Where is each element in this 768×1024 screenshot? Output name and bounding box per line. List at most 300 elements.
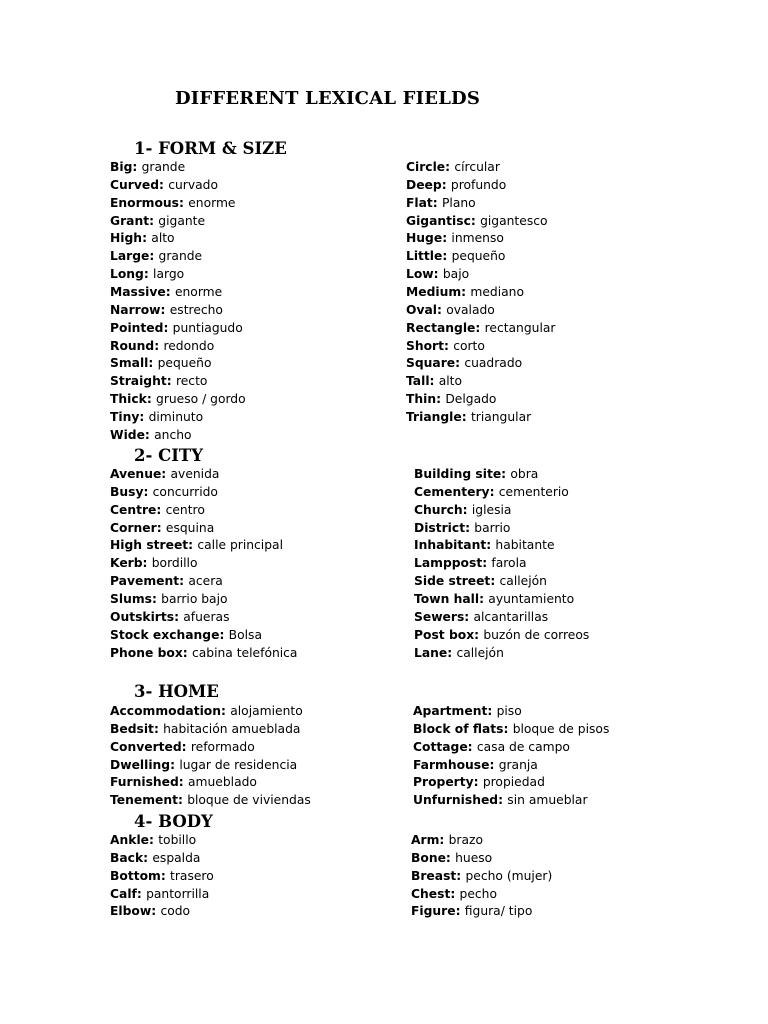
vocab-term: Cottage: [413, 739, 468, 754]
vocab-translation: alojamiento: [230, 704, 303, 718]
vocab-term: Narrow: [110, 302, 161, 317]
vocab-entry: [411, 850, 492, 868]
vocab-entry: [414, 573, 547, 591]
vocab-translation: Plano: [442, 195, 476, 210]
vocab-term: Deep: [406, 177, 442, 192]
vocab-entry: [110, 591, 228, 609]
term-separator: :: [143, 484, 153, 499]
vocab-entry: [110, 502, 205, 520]
vocab-term: Church: [414, 502, 463, 517]
section-heading: 3- HOME: [134, 682, 219, 701]
term-separator: :: [441, 177, 451, 192]
term-separator: :: [455, 904, 465, 919]
vocab-term: Corner: [110, 520, 157, 535]
vocab-term: Long: [110, 267, 144, 282]
vocab-entry: [110, 355, 211, 373]
vocab-term: Converted: [110, 739, 182, 754]
vocab-entry: [110, 903, 190, 921]
term-separator: :: [498, 793, 508, 808]
vocab-term: Arm: [411, 833, 440, 847]
vocab-entry: [414, 502, 511, 520]
term-separator: :: [182, 645, 192, 660]
vocab-translation: codo: [160, 904, 191, 919]
vocab-entry: [414, 466, 538, 484]
vocab-translation: curvado: [168, 177, 218, 192]
vocab-entry: [414, 555, 527, 573]
vocab-term: Post box: [414, 627, 475, 642]
vocab-term: Rectangle: [406, 320, 476, 335]
term-separator: :: [142, 556, 152, 571]
vocab-term: Curved: [110, 177, 160, 192]
vocab-term: Cementery: [414, 484, 490, 499]
vocab-term: Massive: [110, 284, 166, 299]
term-separator: :: [143, 850, 153, 865]
term-separator: :: [433, 267, 443, 282]
term-separator: :: [475, 320, 485, 335]
vocab-entry: [110, 177, 218, 195]
vocab-term: Pavement: [110, 574, 180, 589]
term-separator: :: [174, 609, 184, 624]
vocab-translation: piso: [496, 704, 522, 718]
vocab-term: Slums: [110, 591, 152, 606]
term-separator: :: [473, 775, 483, 790]
term-separator: :: [461, 284, 471, 299]
vocab-translation: hueso: [455, 850, 493, 865]
vocab-translation: callejón: [456, 645, 504, 660]
vocab-translation: enorme: [188, 195, 236, 210]
term-separator: :: [432, 195, 442, 210]
term-separator: :: [149, 249, 159, 264]
vocab-entry: [110, 850, 200, 868]
vocab-entry: [414, 609, 548, 627]
term-separator: :: [163, 320, 173, 335]
vocab-entry: [413, 703, 522, 721]
vocab-translation: callejón: [499, 574, 547, 589]
vocab-entry: [406, 177, 506, 195]
vocab-translation: pequeño: [157, 356, 212, 371]
vocab-entry: [110, 338, 214, 356]
vocab-translation: pantorrilla: [146, 886, 210, 901]
term-separator: :: [489, 757, 499, 772]
vocab-entry: [110, 427, 192, 445]
term-separator: :: [470, 213, 481, 228]
vocab-translation: recto: [175, 374, 208, 389]
term-separator: :: [166, 374, 176, 389]
vocab-term: Straight: [110, 374, 167, 389]
vocab-translation: espalda: [152, 850, 201, 865]
vocab-translation: amueblado: [188, 775, 257, 790]
vocab-term: Unfurnished: [413, 793, 499, 808]
term-separator: :: [467, 739, 477, 754]
vocab-entry: [110, 373, 207, 391]
vocab-term: Kerb: [110, 556, 143, 571]
vocab-translation: rectangular: [484, 320, 556, 335]
vocab-entry: [110, 868, 214, 886]
vocab-entry: [406, 409, 531, 427]
vocab-translation: cabina telefónica: [191, 645, 298, 660]
vocab-translation: obra: [510, 467, 539, 481]
vocab-translation: corto: [453, 338, 485, 353]
vocab-term: Furnished: [110, 775, 179, 790]
vocab-entry: [411, 868, 552, 886]
vocab-translation: círcular: [454, 160, 500, 174]
vocab-entry: [411, 903, 532, 921]
term-separator: :: [456, 868, 466, 883]
vocab-term: Chest: [411, 886, 451, 901]
term-separator: :: [445, 160, 455, 174]
vocab-term: Inhabitant: [414, 538, 487, 553]
vocab-entry: [414, 484, 569, 502]
vocab-translation: pecho: [459, 886, 497, 901]
term-separator: :: [503, 721, 513, 736]
vocab-entry: [411, 832, 483, 850]
term-separator: :: [436, 392, 446, 407]
vocab-term: Gigantisc: [406, 213, 471, 228]
vocab-term: Town hall: [414, 591, 480, 606]
vocab-term: Triangle: [406, 409, 462, 424]
vocab-translation: alcantarillas: [473, 609, 549, 624]
vocab-entry: [110, 466, 219, 484]
term-separator: :: [444, 338, 454, 353]
term-separator: :: [188, 538, 198, 553]
term-separator: :: [445, 850, 456, 865]
vocab-term: Wide: [110, 427, 145, 442]
vocab-translation: ayuntamiento: [488, 591, 575, 606]
vocab-term: Ankle: [110, 833, 150, 847]
vocab-entry: [110, 391, 246, 409]
vocab-entry: [406, 159, 500, 177]
vocab-term: Tiny: [110, 409, 140, 424]
vocab-term: Round: [110, 338, 155, 353]
vocab-entry: [110, 213, 205, 231]
vocab-term: Outskirts: [110, 609, 175, 624]
page-title: DIFFERENT LEXICAL FIELDS: [175, 88, 481, 109]
vocab-entry: [414, 645, 504, 663]
term-separator: :: [489, 484, 499, 499]
vocab-translation: triangular: [470, 409, 532, 424]
vocab-entry: [414, 520, 510, 538]
vocab-translation: Bolsa: [228, 627, 262, 642]
term-separator: :: [153, 721, 164, 736]
vocab-translation: gigante: [158, 213, 206, 228]
vocab-translation: inmenso: [451, 231, 504, 246]
vocab-term: High: [110, 231, 143, 246]
vocab-translation: buzón de correos: [483, 627, 590, 642]
vocab-entry: [406, 284, 524, 302]
vocab-entry: [110, 520, 214, 538]
vocab-translation: granja: [498, 757, 538, 772]
term-separator: :: [136, 886, 147, 901]
term-separator: :: [487, 704, 497, 718]
term-separator: :: [442, 249, 452, 264]
vocab-term: Short: [406, 338, 445, 353]
term-separator: :: [447, 645, 457, 660]
term-separator: :: [132, 160, 142, 174]
vocab-term: Calf: [110, 886, 137, 901]
vocab-term: Lamppost: [414, 556, 483, 571]
vocab-translation: ovalado: [446, 302, 495, 317]
vocab-entry: [110, 573, 223, 591]
vocab-entry: [110, 159, 185, 177]
term-separator: :: [161, 467, 171, 481]
vocab-entry: [110, 792, 311, 810]
vocab-entry: [413, 792, 588, 810]
vocab-term: Grant: [110, 213, 150, 228]
vocab-translation: concurrido: [152, 484, 218, 499]
vocab-translation: alto: [151, 231, 175, 246]
vocab-entry: [110, 886, 209, 904]
vocab-translation: habitante: [495, 538, 555, 553]
vocab-translation: tobillo: [158, 833, 197, 847]
term-separator: :: [146, 392, 157, 407]
vocab-translation: esquina: [165, 520, 215, 535]
vocab-term: Oval: [406, 302, 437, 317]
vocab-entry: [110, 703, 303, 721]
vocab-translation: iglesia: [471, 502, 512, 517]
vocab-term: Sewers: [414, 609, 465, 624]
vocab-entry: [406, 266, 469, 284]
vocab-translation: reformado: [190, 739, 255, 754]
vocab-translation: cuadrado: [464, 356, 523, 371]
term-separator: :: [465, 520, 475, 535]
vocab-entry: [110, 627, 262, 645]
term-separator: :: [462, 502, 472, 517]
vocab-term: Side street: [414, 574, 491, 589]
vocab-entry: [110, 721, 300, 739]
term-separator: :: [144, 427, 155, 442]
term-separator: :: [160, 868, 171, 883]
vocab-entry: [110, 230, 175, 248]
vocab-term: Accommodation: [110, 704, 222, 718]
term-separator: :: [464, 609, 474, 624]
vocab-translation: farola: [491, 556, 527, 571]
section-heading: 4- BODY: [134, 812, 213, 831]
vocab-translation: gigantesco: [480, 213, 548, 228]
term-separator: :: [490, 574, 500, 589]
term-separator: :: [436, 302, 447, 317]
vocab-translation: pecho (mujer): [465, 868, 553, 883]
vocab-entry: [406, 320, 555, 338]
vocab-entry: [413, 739, 570, 757]
vocab-term: Apartment: [413, 704, 488, 718]
vocab-term: Small: [110, 356, 149, 371]
vocab-term: Property: [413, 775, 474, 790]
vocab-term: Thick: [110, 392, 147, 407]
vocab-translation: mediano: [470, 284, 524, 299]
vocab-entry: [110, 409, 203, 427]
vocab-translation: habitación amueblada: [163, 721, 301, 736]
vocab-translation: estrecho: [169, 302, 223, 317]
vocab-term: Figure: [411, 904, 456, 919]
vocab-term: Tall: [406, 374, 430, 389]
vocab-entry: [110, 645, 297, 663]
vocab-term: Tenement: [110, 793, 178, 808]
vocab-entry: [110, 555, 197, 573]
vocab-translation: lugar de residencia: [179, 757, 298, 772]
vocab-translation: bordillo: [151, 556, 198, 571]
vocab-entry: [110, 320, 243, 338]
vocab-translation: diminuto: [148, 409, 204, 424]
term-separator: :: [149, 833, 159, 847]
vocab-term: Square: [406, 356, 456, 371]
vocab-entry: [406, 248, 505, 266]
vocab-term: District: [414, 520, 466, 535]
vocab-term: Medium: [406, 284, 462, 299]
vocab-entry: [110, 757, 297, 775]
vocab-translation: redondo: [163, 338, 215, 353]
vocab-translation: ancho: [154, 427, 192, 442]
term-separator: :: [160, 302, 170, 317]
vocab-entry: [406, 213, 548, 231]
vocab-translation: propiedad: [482, 775, 545, 790]
vocab-entry: [110, 774, 257, 792]
vocab-term: Block of flats: [413, 721, 504, 736]
vocab-translation: figura/ tipo: [464, 904, 533, 919]
vocab-term: Stock exchange: [110, 627, 220, 642]
vocab-translation: acera: [188, 574, 223, 589]
vocab-entry: [413, 757, 538, 775]
vocab-term: High street: [110, 538, 189, 553]
term-separator: :: [442, 231, 452, 246]
vocab-term: Low: [406, 267, 434, 282]
vocab-translation: Delgado: [445, 392, 497, 407]
term-separator: :: [159, 177, 169, 192]
term-separator: :: [170, 757, 180, 772]
vocab-term: Avenue: [110, 467, 162, 481]
vocab-entry: [110, 195, 236, 213]
term-separator: :: [139, 409, 149, 424]
vocab-entry: [110, 284, 222, 302]
vocab-entry: [406, 302, 495, 320]
term-separator: :: [474, 627, 484, 642]
vocab-term: Little: [406, 249, 443, 264]
vocab-entry: [110, 832, 196, 850]
vocab-entry: [110, 266, 184, 284]
vocab-entry: [406, 391, 496, 409]
term-separator: :: [151, 904, 161, 919]
vocab-translation: brazo: [448, 833, 483, 847]
vocab-entry: [110, 302, 223, 320]
vocab-translation: barrio: [474, 520, 511, 535]
vocab-term: Flat: [406, 195, 433, 210]
vocab-term: Circle: [406, 160, 446, 174]
vocab-term: Enormous: [110, 195, 180, 210]
vocab-term: Thin: [406, 392, 437, 407]
vocab-entry: [414, 627, 589, 645]
term-separator: :: [177, 793, 188, 808]
vocab-entry: [413, 774, 545, 792]
vocab-term: Big: [110, 160, 133, 174]
term-separator: :: [154, 338, 164, 353]
vocab-entry: [110, 484, 218, 502]
vocab-entry: [406, 355, 522, 373]
term-separator: :: [455, 356, 465, 371]
vocab-translation: barrio bajo: [161, 591, 228, 606]
vocab-term: Busy: [110, 484, 144, 499]
vocab-term: Dwelling: [110, 757, 171, 772]
vocab-translation: grueso / gordo: [156, 392, 246, 407]
vocab-translation: casa de campo: [476, 739, 570, 754]
vocab-term: Bone: [411, 850, 446, 865]
vocab-translation: grande: [141, 160, 186, 174]
vocab-translation: alto: [438, 374, 463, 389]
vocab-translation: bloque de viviendas: [187, 793, 311, 808]
vocab-translation: centro: [165, 502, 205, 517]
term-separator: :: [149, 213, 159, 228]
vocab-term: Bedsit: [110, 721, 154, 736]
vocab-translation: avenida: [170, 467, 220, 481]
term-separator: :: [143, 267, 154, 282]
vocab-entry: [406, 195, 476, 213]
vocab-entry: [414, 591, 574, 609]
vocab-term: Pointed: [110, 320, 164, 335]
term-separator: :: [178, 775, 188, 790]
term-separator: :: [165, 284, 175, 299]
section-heading: 1- FORM & SIZE: [134, 139, 287, 158]
term-separator: :: [148, 356, 158, 371]
vocab-entry: [110, 739, 255, 757]
term-separator: :: [179, 195, 189, 210]
vocab-translation: grande: [158, 249, 203, 264]
section-heading: 2- CITY: [134, 446, 203, 465]
vocab-term: Farmhouse: [413, 757, 490, 772]
term-separator: :: [219, 627, 229, 642]
vocab-entry: [110, 248, 202, 266]
vocab-translation: bloque de pisos: [512, 721, 610, 736]
vocab-term: Lane: [414, 645, 448, 660]
vocab-translation: sin amueblar: [507, 793, 588, 808]
vocab-entry: [406, 338, 485, 356]
vocab-translation: profundo: [450, 177, 507, 192]
vocab-entry: [110, 537, 283, 555]
term-separator: :: [450, 886, 460, 901]
term-separator: :: [156, 502, 166, 517]
vocab-term: Large: [110, 249, 150, 264]
vocab-term: Building site: [414, 467, 502, 481]
term-separator: :: [151, 591, 162, 606]
vocab-term: Centre: [110, 502, 157, 517]
vocab-entry: [413, 721, 609, 739]
vocab-translation: calle principal: [197, 538, 283, 553]
vocab-translation: bajo: [442, 267, 470, 282]
vocab-translation: cementerio: [498, 484, 569, 499]
term-separator: :: [439, 833, 449, 847]
term-separator: :: [482, 556, 492, 571]
vocab-entry: [411, 886, 497, 904]
vocab-term: Phone box: [110, 645, 183, 660]
vocab-term: Bottom: [110, 868, 161, 883]
vocab-entry: [406, 373, 462, 391]
term-separator: :: [142, 231, 152, 246]
vocab-translation: afueras: [183, 609, 230, 624]
term-separator: :: [181, 739, 191, 754]
vocab-entry: [406, 230, 504, 248]
vocab-term: Breast: [411, 868, 457, 883]
term-separator: :: [221, 704, 231, 718]
vocab-translation: pequeño: [451, 249, 506, 264]
vocab-term: Elbow: [110, 904, 152, 919]
vocab-entry: [110, 609, 230, 627]
vocab-translation: trasero: [170, 868, 214, 883]
term-separator: :: [156, 520, 166, 535]
vocab-translation: puntiagudo: [172, 320, 243, 335]
vocab-term: Huge: [406, 231, 443, 246]
term-separator: :: [179, 574, 189, 589]
term-separator: :: [486, 538, 496, 553]
term-separator: :: [479, 591, 489, 606]
vocab-translation: enorme: [174, 284, 223, 299]
vocab-term: Back: [110, 850, 144, 865]
